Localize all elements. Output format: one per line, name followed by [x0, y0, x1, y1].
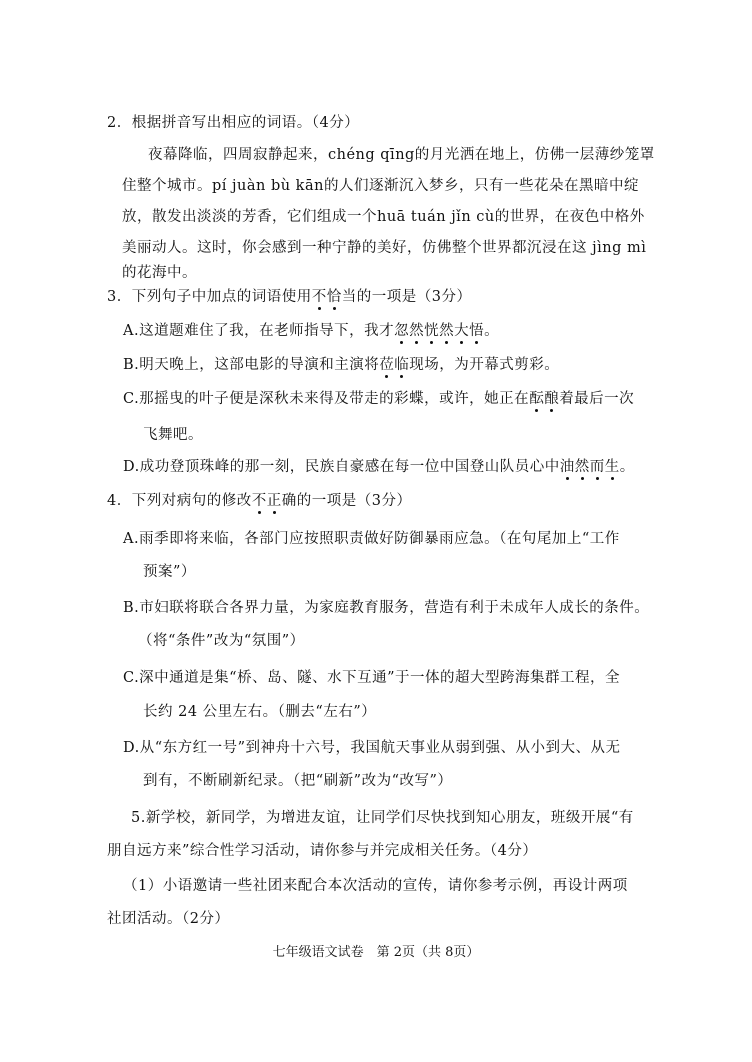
q3-option-b [123, 355, 559, 375]
option-text: 。 [619, 459, 635, 475]
emphasis-char: 不 [251, 493, 267, 509]
q2-passage-line: 放，散发出淡淡的芳香，它们组成一个huā tuán jǐn cù的世界，在夜色中格外 [122, 209, 645, 225]
page-footer: 七年级语文试卷 第 2页（共 8页） [272, 945, 480, 960]
q5-stem-cont: 朋自远方来”综合性学习活动，请你参与并完成相关任务。（4分） [107, 843, 538, 859]
emphasis-char: 恰 [326, 289, 342, 305]
q3-option-a [123, 321, 499, 341]
option-text: 现场，为开幕式剪彩。 [409, 357, 560, 373]
q2-passage-line: 夜幕降临，四周寂静起来，chéng qīng的月光洒在地上，仿佛一层薄纱笼罩 [148, 147, 655, 163]
emphasis-char: 悟 [469, 323, 485, 339]
q5-stem: 5.新学校，新同学，为增进友谊，让同学们尽快找到知心朋友，班级开展“有 [131, 810, 634, 826]
emphasis-char: 然 [409, 323, 425, 339]
q4-option-b: B.市妇联将联合各界力量，为家庭教育服务，营造有利于未成年人成长的条件。 [123, 600, 650, 616]
emphasis-char: 大 [454, 323, 470, 339]
emphasis-char: 然 [439, 323, 455, 339]
option-text: A.这道题难住了我，在老师指导下，我才 [123, 323, 395, 339]
q3-option-d [123, 457, 635, 477]
q4-option-c-cont: 长约 24 公里左右。（删去“左右”） [143, 704, 377, 720]
option-text: B.明天晚上，这部电影的导演和主演将 [123, 357, 380, 373]
q4-option-a-cont: 预案”） [143, 564, 196, 580]
q3-option-c-cont: 飞舞吧。 [143, 427, 203, 443]
q4-option-b-cont: （将“条件”改为“氛围”） [138, 633, 305, 649]
option-text: 。 [484, 323, 500, 339]
emphasis-char: 而 [589, 459, 605, 475]
emphasis-char: 不 [311, 289, 327, 305]
q2-passage-line: 的花海中。 [122, 265, 197, 281]
emphasis-char: 莅 [379, 357, 395, 373]
q3-option-c [123, 389, 634, 409]
q5-sub1: （1）小语邀请一些社团来配合本次活动的宣传，请你参考示例，再设计两项 [123, 878, 628, 894]
q3-stem-text: 当的一项是（3分） [341, 289, 472, 305]
emphasis-char: 生 [604, 459, 620, 475]
q4-stem-text: 确的一项是（3分） [281, 493, 412, 509]
q5-sub1-cont: 社团活动。（2分） [107, 911, 230, 927]
emphasis-char: 忽 [394, 323, 410, 339]
option-text: 着最后一次 [559, 391, 635, 407]
emphasis-char: 恍 [424, 323, 440, 339]
q4-stem-text: 4．下列对病句的修改 [107, 493, 252, 509]
q2-stem: 2．根据拼音写出相应的词语。（4分） [107, 115, 360, 131]
option-text: C.那摇曳的叶子便是深秋未来得及带走的彩蝶，或许，她正在 [123, 391, 530, 407]
q3-stem [107, 287, 471, 307]
q2-passage-line: 住整个城市。pí juàn bù kān的人们逐渐沉入梦乡，只有一些花朵在黑暗中绽 [122, 178, 639, 194]
emphasis-char: 正 [266, 493, 282, 509]
emphasis-char: 然 [574, 459, 590, 475]
q4-option-c: C.深中通道是集“桥、岛、隧、水下互通”于一体的超大型跨海集群工程，全 [123, 670, 621, 686]
q4-stem [107, 491, 411, 511]
q3-stem-text: 3．下列句子中加点的词语使用 [107, 289, 312, 305]
emphasis-char: 酝 [529, 391, 545, 407]
emphasis-char: 临 [394, 357, 410, 373]
option-text: D.成功登顶珠峰的那一刻，民族自豪感在每一位中国登山队员心中 [123, 459, 560, 475]
emphasis-char: 油 [559, 459, 575, 475]
q2-passage-line: 美丽动人。这时，你会感到一种宁静的美好，仿佛整个世界都沉浸在这 jìng mì [122, 240, 647, 256]
q4-option-a: A.雨季即将来临，各部门应按照职责做好防御暴雨应急。（在句尾加上“工作 [123, 531, 620, 547]
q4-option-d: D.从“东方红一号”到神舟十六号，我国航天事业从弱到强、从小到大、从无 [123, 740, 621, 756]
emphasis-char: 酿 [544, 391, 560, 407]
q4-option-d-cont: 到有，不断刷新纪录。（把“刷新”改为“改写”） [143, 773, 453, 789]
